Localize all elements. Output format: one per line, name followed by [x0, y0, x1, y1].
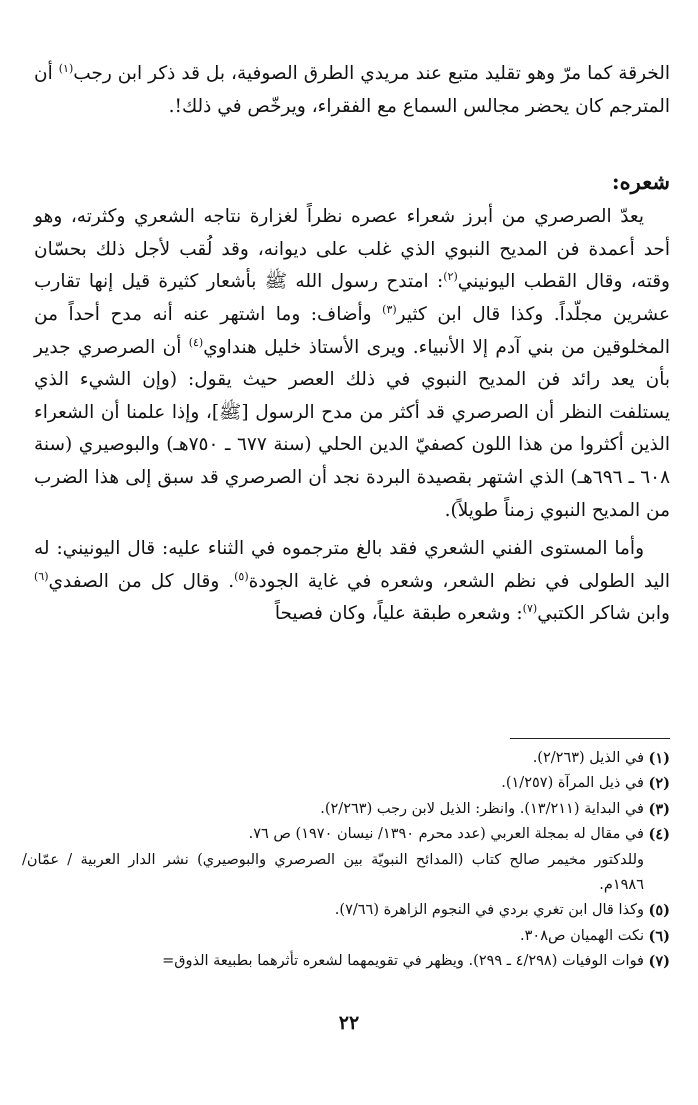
page-number: ٢٢: [338, 1012, 360, 1034]
footnote-text: فوات الوفيات (٤/٢٩٨ ـ ٢٩٩). ويظهر في تقويمهما لشعره تأثرهما بطبيعة الذوق=: [162, 953, 644, 970]
footnote-number: (١): [648, 750, 670, 767]
footnote: [22, 797, 670, 822]
footnote: [22, 822, 670, 847]
footnote-text: وكذا قال ابن تغري بردي في النجوم الزاهرة (٧/٦٦).: [334, 902, 644, 919]
footnotes: [22, 746, 670, 975]
body-paragraph: وأما المستوى الفني الشعري فقد بالغ مترجموه في الثناء عليه: قال اليونيني: له اليد الطولى في نظم الشعر، وشعره في غاية الجودة$^{(٥)}$. وقال كل من الصفدي$^{(٦)}$ وابن شاكر الكتبي$^{(٧)}$: وشعره طبقة علياً، وكان فصيحاً: [34, 538, 670, 625]
footnote-text: في البداية (١٣/٢١١). وانظر: الذيل لابن رجب (٢/٢٦٣).: [320, 800, 644, 817]
footnote-ref: (٧): [522, 602, 538, 616]
footnote-number: (٤): [648, 826, 670, 844]
main-text: [34, 58, 670, 631]
footnote-number: (٣): [648, 800, 670, 818]
footnote-number: (٢): [648, 775, 670, 793]
section-heading: شعره:: [611, 169, 670, 195]
footnote-divider: [510, 738, 670, 739]
footnote: [22, 949, 670, 974]
intro-paragraph: الخرقة كما مرّ وهو تقليد متبع عند مريدي الطرق الصوفية، بل قد ذكر ابن رجب$^{(١)}$ أن المترجم كان يحضر مجالس السماع مع الفقراء، ويرخّص في ذلك!.: [34, 61, 670, 117]
footnote-ref: (٢): [443, 270, 458, 284]
footnote-continuation: وللدكتور مخيمر صالح كتاب (المدائح النبويّة بين الصرصري والبوصيري) نشر الدار العربية / عمّان/ ١٩٨٦م.: [22, 851, 644, 894]
footnote-text: نكت الهميان ص٣٠٨.: [520, 927, 644, 944]
footnote-number: (٧): [648, 953, 670, 971]
footnote-ref: (٤): [188, 335, 204, 349]
footnote-number: (٦): [648, 927, 670, 945]
footnote-ref: (٦): [34, 569, 49, 583]
footnote: [22, 746, 670, 771]
footnote-ref: (١): [58, 61, 74, 75]
footnote-ref: (٣): [382, 302, 397, 316]
body-paragraph: يعدّ الصرصري من أبرز شعراء عصره نظراً لغزارة نتاجه الشعري وكثرته، وهو أحد أعمدة فن المديح النبوي الذي غلب على ديوانه، وقد لُقب لأجل ذلك بحسّان وقته، وقال القطب اليونيني$^{(٢)}$: امتدح رسول الله ﷺ بأشعار كثيرة قيل إنها تقارب عشرين مجلّداً. وكذا قال ابن كثير$^{(٣)}$ وأضاف: وما اشتهر عنه أنه مدح أحداً من المخلوقين من بني آدم إلا الأنبياء. ويرى الأستاذ خليل هنداوي$^{(٤)}$ أن الصرصري جدير بأن يعد رائد فن المديح النبوي في ذلك العصر حيث يقول: (وإن الشيء الذي يستلفت النظر أن الصرصري قد أكثر من مدح الرسول [ﷺ]، وإذا علمنا أن الشعراء الذين أكثروا من هذا اللون كصفيّ الدين الحلي (سنة ٦٧٧ ـ ٧٥٠هـ) والبوصيري (سنة ٦٠٨ ـ ٦٩٦هـ) الذي اشتهر بقصيدة البردة نجد أن الصرصري قد سبق إلى هذا الضرب من المديح النبوي زمناً طويلاً).: [34, 206, 671, 521]
footnote-ref: (٥): [234, 569, 249, 583]
footnote-text: في الذيل (٢/٢٦٣).: [532, 750, 644, 766]
footnote: [22, 771, 670, 796]
footnote: [22, 898, 670, 923]
footnote-text: في ذيل المرآة (١/٢٥٧).: [501, 775, 644, 792]
footnote: [22, 924, 670, 949]
footnote-number: (٥): [648, 902, 670, 920]
footnote-text: في مقال له بمجلة العربي (عدد محرم ١٣٩٠/ نيسان ١٩٧٠) ص ٧٦.: [248, 826, 644, 843]
